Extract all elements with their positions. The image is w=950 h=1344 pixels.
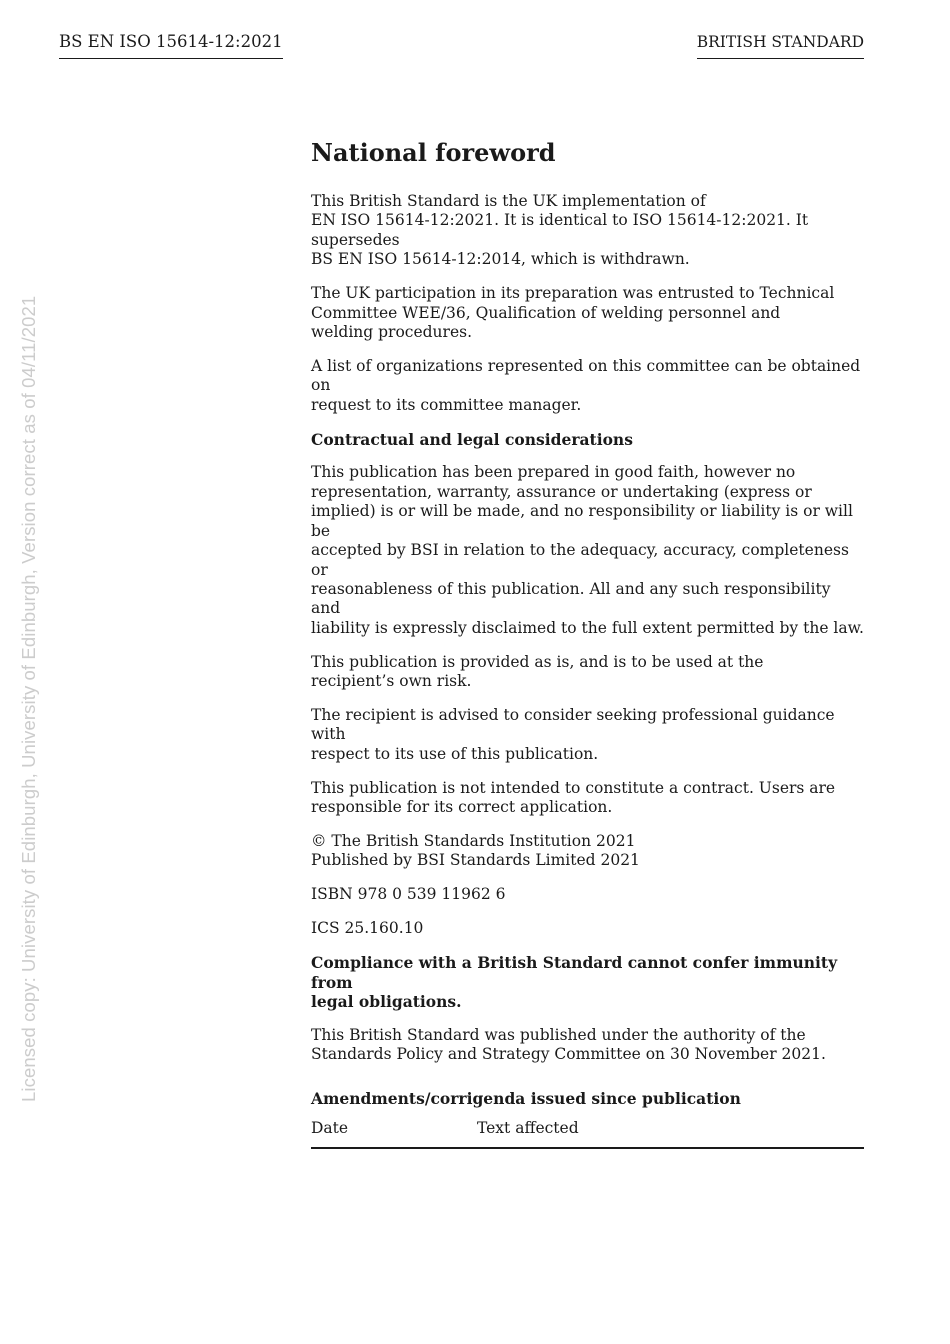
paragraph-line: This publication is provided as is, and is to be used at the xyxy=(311,652,764,671)
paragraph-line: The recipient is advised to consider seeking professional guidance with xyxy=(311,705,835,744)
paragraph-line: representation, warranty, assurance or undertaking (express or xyxy=(311,482,812,501)
implementation-paragraph xyxy=(311,192,864,270)
good-faith-paragraph xyxy=(311,463,864,638)
not-contract-paragraph xyxy=(311,779,864,818)
paragraph-line: Standards Policy and Strategy Committee on 30 November 2021. xyxy=(311,1045,826,1064)
paragraph-line: accepted by BSI in relation to the adequacy, accuracy, completeness or xyxy=(311,541,849,579)
paragraph-line: welding procedures. xyxy=(311,322,472,341)
paragraph-line: A list of organizations represented on this committee can be obtained on xyxy=(311,356,861,395)
column-header-date: Date xyxy=(311,1117,477,1148)
contractual-heading: Contractual and legal considerations xyxy=(311,429,633,449)
isbn: ISBN 978 0 539 11962 6 xyxy=(311,885,506,904)
table-header-row xyxy=(311,1117,864,1148)
paragraph-line: This British Standard is the UK implementation of xyxy=(311,192,706,210)
copyright-line: © The British Standards Institution 2021 xyxy=(311,831,636,850)
paragraph-line: This publication has been prepared in good faith, however no xyxy=(311,463,796,482)
page-title: National foreword xyxy=(311,138,556,167)
national-foreword-section xyxy=(311,138,864,1149)
standard-type-label: BRITISH STANDARD xyxy=(697,31,864,59)
paragraph-line: implied) is or will be made, and no responsibility or liability is or will be xyxy=(311,502,853,540)
paragraph-line: legal obligations. xyxy=(311,991,462,1011)
paragraph-line: request to its committee manager. xyxy=(311,395,582,414)
amendments-table xyxy=(311,1117,864,1149)
document-code: BS EN ISO 15614-12:2021 xyxy=(59,31,283,59)
ics-code: ICS 25.160.10 xyxy=(311,919,424,938)
authority-paragraph xyxy=(311,1026,864,1065)
paragraph-line: liability is expressly disclaimed to the full extent permitted by the law. xyxy=(311,618,864,637)
license-watermark: Licensed copy: University of Edinburgh, University of Edinburgh, Version correct as of 04/11/2021 xyxy=(18,295,39,1102)
paragraph-line: BS EN ISO 15614-12:2014, which is withdrawn. xyxy=(311,250,690,269)
column-header-text-affected: Text affected xyxy=(477,1117,864,1148)
paragraph-line: This publication is not intended to constitute a contract. Users are xyxy=(311,778,836,797)
participation-paragraph xyxy=(311,284,864,342)
guidance-paragraph xyxy=(311,706,864,764)
publisher-line: Published by BSI Standards Limited 2021 xyxy=(311,851,640,870)
paragraph-line: Committee WEE/36, Qualification of welding personnel and xyxy=(311,303,781,322)
copyright-notice xyxy=(311,832,864,871)
paragraph-line: The UK participation in its preparation was entrusted to Technical xyxy=(311,284,835,303)
own-risk-paragraph xyxy=(311,653,864,692)
organizations-paragraph xyxy=(311,357,864,415)
paragraph-line: responsible for its correct application. xyxy=(311,798,613,817)
paragraph-line: This British Standard was published under the authority of the xyxy=(311,1025,806,1044)
paragraph-line: respect to its use of this publication. xyxy=(311,744,599,763)
compliance-notice xyxy=(311,953,864,1011)
paragraph-line: reasonableness of this publication. All and any such responsibility and xyxy=(311,579,831,618)
paragraph-line: EN ISO 15614-12:2021. It is identical to ISO 15614-12:2021. It supersedes xyxy=(311,211,809,249)
amendments-heading: Amendments/corrigenda issued since publication xyxy=(311,1088,741,1108)
paragraph-line: recipient’s own risk. xyxy=(311,672,472,691)
paragraph-line: Compliance with a British Standard cannot confer immunity from xyxy=(311,953,838,992)
